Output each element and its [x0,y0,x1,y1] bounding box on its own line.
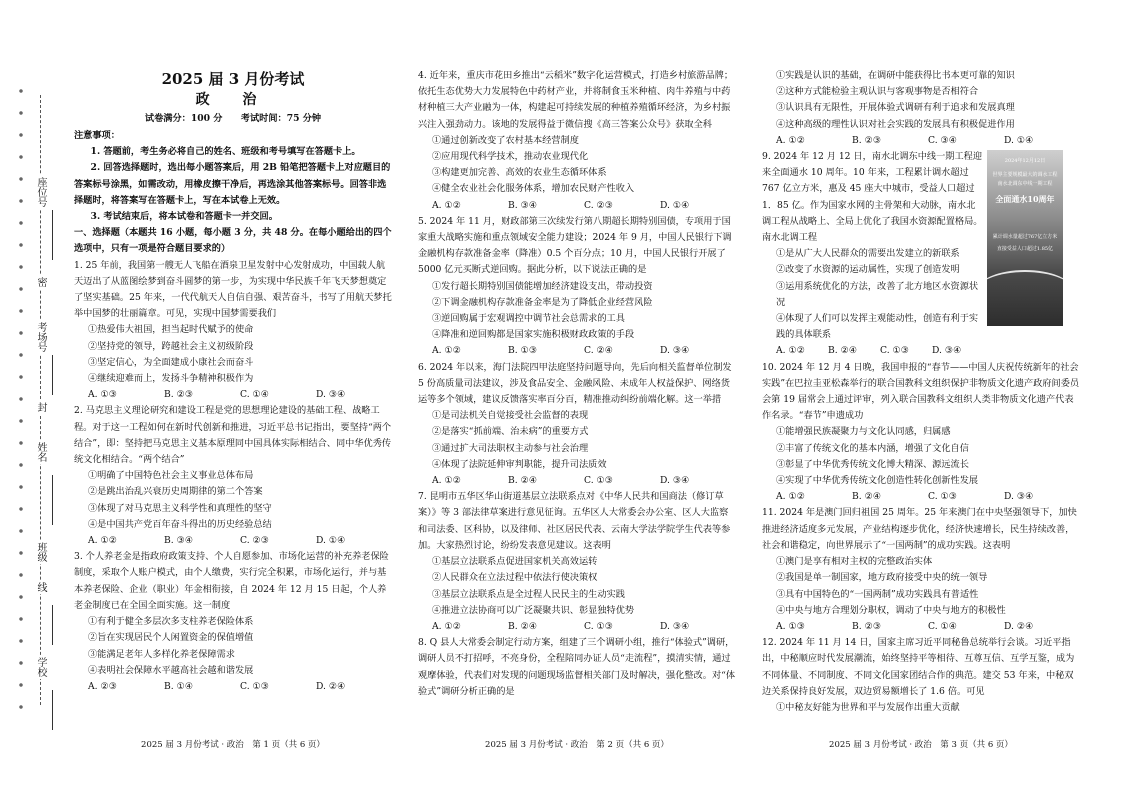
binding-label-school: 学校 [32,655,48,679]
answer-option[interactable]: D. ③④ [932,345,962,357]
answer-option[interactable]: D. ①④ [1004,134,1034,146]
question-statement: ④表明社会保障水平越高社会越和谐发展 [88,664,254,676]
question-statement: ②坚持党的领导，跨越社会主义初级阶段 [88,340,254,352]
question-block [762,360,1080,506]
binding-mark-mi: 密 [32,275,48,289]
question-statement: ②是跳出治乱兴衰历史周期律的第二个答案 [88,486,263,498]
answer-option[interactable]: B. ②④ [508,475,538,487]
question-statement: ②人民群众在立法过程中依法行使决策权 [432,572,598,584]
poster-stat-water: 累计调水量超过767亿立方米 [992,234,1058,240]
question-statement: ④体现了人们可以发挥主观能动性，创造有利于实践的具体联系 [776,313,979,341]
question-statement: ④这种高级的理性认识对社会实践的发展具有积极促进作用 [776,118,1015,130]
question-statement: ③能满足老年人多样化养老保障需求 [88,648,235,660]
question-statement: ③逆回购属于宏观调控中调节社会总需求的工具 [432,313,625,325]
answer-options [762,489,1080,505]
question-stem: 8. Q 县人大常委会制定行动方案，组建了三个调研小组，推行“体验式”调研，调研人员不打招呼，不亮身份，全程陪同办证人员“走流程”，摸清实情，通过观摩体验，代表们对发现的问题现场监督相关部门及时解决，强化整改。对“体验式”调研分析正确的是 [418,637,736,697]
question-statement: ③坚定信心，为全面建成小康社会而奋斗 [88,356,254,368]
question-statement: ③基层立法联系点是全过程人民民主的生动实践 [432,588,625,600]
answer-option[interactable]: A. ①② [88,535,117,547]
answer-options [762,619,1080,635]
question-stem: 2. 马克思主义理论研究和建设工程是党的思想理论建设的基础工程、战略工程。对于这一工程如何在新时代创新和推进，习近平总书记指出，要坚持“两个结合”，即：坚持把马克思主义基本原理同中国具体实际相结合、同中华优秀传统文化相结合。“两个结合” [74,405,392,466]
question-stem: 3. 个人养老金是指政府政策支持、个人自愿参加、市场化运营的补充养老保险制度，采取个人账户模式，由个人缴费，实行完全积累，市场化运行，并与基本养老保险、企业（职业）年金相衔接，自 2024 年 12 月 15 日起，个人养老金制度已在全国全面实施。这一制度 [74,551,389,611]
question-stem: 5. 2024 年 11 月，财政部第三次续发行第八期超长期特别国债，专项用于国家重大战略实施和重点领域安全能力建设；2024 年 9 月，中国人民银行下调金融机构存款准备金率（降准）0.5 个百分点；10 月，中国人民银行开展了 5000 亿元买断式逆回购。据此分析，以下说法正确的是 [418,215,732,276]
answer-option[interactable]: D. ③④ [316,389,346,401]
answer-option[interactable]: C. ②③ [584,199,614,211]
answer-option[interactable]: C. ①④ [240,389,270,401]
poster-line2: 南水北调东中线一期工程 [997,181,1053,187]
binding-blank-school[interactable] [52,690,53,730]
answer-option[interactable]: A. ①② [776,491,805,503]
poster-date: 2024年12月12日 [1004,158,1046,164]
question-statement: ④体现了法院延伸审判职能，提升司法质效 [432,458,607,470]
question-statement: ①是从广大人民群众的需要出发建立的新联系 [776,248,960,260]
question-statement: ③通过扩大司法职权主动参与社会治理 [432,442,589,454]
question-statement: ①澳门是享有相对主权的完整政治实体 [776,556,933,568]
answer-option[interactable]: A. ①② [432,620,461,632]
question-block [74,258,392,404]
answer-option[interactable]: B. ③④ [164,535,194,547]
binding-hole-dots [14,80,28,720]
question-statement: ②是落实“抓前端、治未病”的重要方式 [432,426,589,438]
question-statement: ②旨在实现居民个人闲置资金的保值增值 [88,632,254,644]
answer-option[interactable]: A. ②③ [88,680,117,692]
answer-option[interactable]: C. ①④ [928,620,958,632]
question-statement: ①是司法机关自觉接受社会监督的表现 [432,410,589,422]
answer-options [418,619,736,635]
answer-option[interactable]: B. ①④ [164,680,194,692]
poster-water-wave [987,270,1063,312]
question-statement: ④中央与地方合理划分职权，调动了中央与地方的积极性 [776,604,1006,616]
question-statement: ③运用系统优化的方法，改善了北方地区水资源状况 [776,280,979,308]
question-statement: ③彰显了中华优秀传统文化博大精深、源远流长 [776,458,969,470]
binding-strip [0,0,72,794]
answer-option[interactable]: C. ②④ [584,345,614,357]
question-stem: 1. 25 年前，我国第一艘无人飞船在酒泉卫星发射中心发射成功，中国载人航天迈出了从蓝图绘梦到奋斗圆梦的第一步，为实现中华民族千年飞天梦想奠定了坚实基础。25 年来，一代代航天人自信自强、艰苦奋斗，书写了用航天梦托举中国梦的壮丽篇章。可见，实现中国梦需要我们 [74,259,392,320]
binding-blank-seat[interactable] [52,210,53,260]
question-block [74,403,392,549]
south-north-water-poster [987,150,1063,326]
question-statement: ③具有中国特色的“一国两制”成功实践具有普适性 [776,588,979,600]
answer-option[interactable]: D. ③④ [1004,491,1034,503]
answer-options [74,533,392,549]
answer-option[interactable]: B. ①③ [508,345,538,357]
question-statement: ①实践是认识的基础，在调研中能获得比书本更可靠的知识 [776,70,1015,81]
answer-options [74,679,392,695]
answer-option[interactable]: D. ③④ [660,620,690,632]
question-statement: ③构建更加完善、高效的农业生态循环体系 [432,167,607,179]
question-block [762,68,1080,149]
question-block [418,635,736,700]
question-statement: ①基层立法联系点促进国家机关高效运转 [432,556,598,568]
question-statement: ①明确了中国特色社会主义事业总体布局 [88,470,254,482]
section-title: 一、选择题（本题共 16 小题，每小题 3 分，共 48 分。在每小题给出的四个选项中，只有一项是符合题目要求的） [74,227,392,255]
question-stem: 11. 2024 年是澳门回归祖国 25 周年。25 年来澳门在中央坚强领导下，加快推进经济适度多元发展，产业结构逐步优化，经济快速增长，民生持续改善，社会和谐稳定，向世界展示了“一国两制”的成功实践。这表明 [762,507,1077,551]
question-block [762,635,1080,716]
question-statement: ④推进立法协商可以广泛凝聚共识、彰显独特优势 [432,604,635,616]
question-block [762,149,984,360]
answer-option[interactable]: B. ②④ [508,620,538,632]
question-statement: ②下调金融机构存款准备金率是为了降低企业经营风险 [432,296,653,308]
answer-option[interactable]: B. ②④ [852,491,882,503]
question-block [74,549,392,695]
question-statement: ③认识具有无限性，开展体验式调研有利于追求和发展真理 [776,102,1015,114]
notice-item: 2. 回答选择题时，选出每小题答案后，用 2B 铅笔把答题卡上对应题目的答案标号涂黑，如需改动，用橡皮擦干净后，再选涂其他答案标号。回答非选择题时，将答案写在答题卡上，写在本试卷上无效。 [74,162,391,206]
answer-option[interactable]: B. ②③ [164,389,194,401]
question-statement: ④健全农业社会化服务体系，增加农民财产性收入 [432,183,635,195]
answer-option[interactable]: B. ②③ [852,134,882,146]
question-statement: ②应用现代科学技术，推动农业现代化 [432,151,589,163]
answer-option[interactable]: C. ②③ [240,535,270,547]
answer-option[interactable]: C. ①③ [240,680,270,692]
question-statement: ①中秘友好能为世界和平与发展作出重大贡献 [776,701,960,713]
answer-options [74,387,392,403]
answer-options [762,133,1080,149]
page-footer-1: 2025 届 3 月份考试 · 政治 第 1 页（共 6 页） [141,740,325,750]
question-statement: ①能增强民族凝聚力与文化认同感，归属感 [776,426,951,438]
answer-option[interactable]: A. ①② [432,199,461,211]
answer-option[interactable]: C. ①③ [928,491,958,503]
answer-option[interactable]: C. ③④ [928,134,958,146]
question-statement: ④继续迎难而上，发扬斗争精神积极作为 [88,373,254,385]
answer-option[interactable]: A. ①③ [88,389,117,401]
answer-option[interactable]: C. ①③ [584,620,614,632]
answer-option[interactable]: A. ①② [432,345,461,357]
binding-label-room: 考场号 [32,320,48,354]
answer-option[interactable]: D. ③④ [660,475,690,487]
question-statement: ①发行超长期特别国债能增加经济建设支出，带动投资 [432,280,653,292]
binding-blank-room[interactable] [52,355,53,395]
answer-options [418,343,736,359]
binding-label-class: 班级 [32,540,48,564]
answer-options [418,473,736,489]
binding-label-name: 姓名 [32,440,48,464]
answer-option[interactable]: D. ③④ [660,345,690,357]
question-block [418,489,736,635]
question-block [418,68,736,214]
binding-mark-feng: 封 [32,400,48,414]
question-statement: ②这种方式能检验主观认识与客观事物是否相符合 [776,86,979,98]
answer-option[interactable]: A. ①② [776,345,805,357]
answer-option[interactable]: D. ①④ [316,535,346,547]
binding-label-seat: 座位号 [32,175,48,209]
question-statement: ②我国是单一制国家，地方政府接受中央的统一领导 [776,572,988,584]
question-statement: ②改变了水资源的运动属性，实现了创造发明 [776,264,960,276]
poster-line1: 世界主要规模最大的调水工程 [992,172,1058,178]
question-statement: ②丰富了传统文化的基本内涵，增强了文化自信 [776,442,969,454]
exam-title: 2025 届 3 月份考试 [161,70,305,88]
answer-option[interactable]: C. ①③ [584,475,614,487]
page-footer-3: 2025 届 3 月份考试 · 政治 第 3 页（共 6 页） [829,740,1013,750]
question-block [418,360,736,490]
binding-blank-name[interactable] [52,475,53,525]
notice-item: 3. 考试结束后，将本试卷和答题卡一并交回。 [90,211,278,223]
question-statement: ①有利于健全多层次多支柱养老保险体系 [88,616,254,628]
answer-option[interactable]: C. ①③ [880,345,910,357]
answer-option[interactable]: B. ②④ [828,345,858,357]
question-stem: 7. 昆明市五华区华山街道基层立法联系点对《中华人民共和国商法（修订草案）》等 3 部法律草案进行意见征询。五华区人大常委会办公室、区人大监察和司法委、区科协，以及律师、社区居民代表、云南大学法学院学生代表等参加。大家热烈讨论，纷纷发表意见建议。这表明 [418,491,731,551]
poster-headline: 全面通水10周年 [995,194,1055,204]
question-stem: 10. 2024 年 12 月 4 日晚，我国申报的“春节——中国人庆祝传统新年的社会实践”在巴拉圭亚松森举行的联合国教科文组织保护非物质文化遗产政府间委员会第 19 届常会上通过评审，列入联合国教科文组织人类非物质文化遗产代表作名录。“春节”申遗成功 [762,361,1080,422]
binding-mark-xian: 线 [32,580,48,594]
page-column-2 [418,68,736,700]
question-statement: ④实现了中华优秀传统文化创造性转化创新性发展 [776,475,979,487]
page-footer-2: 2025 届 3 月份考试 · 政治 第 2 页（共 6 页） [485,740,669,750]
question-list [418,68,736,700]
answer-option[interactable]: A. ①② [776,134,805,146]
question-statement: ①热爱伟大祖国，担当起时代赋予的使命 [88,324,254,336]
exam-subject: 政 治 [195,92,271,108]
answer-option[interactable]: A. ①② [432,475,461,487]
answer-option[interactable]: D. ①④ [660,199,690,211]
exam-score-info: 试卷满分：100 分 考试时间：75 分钟 [144,113,322,124]
answer-options [762,343,984,359]
page-column-1 [74,68,392,695]
answer-option[interactable]: A. ①③ [776,620,805,632]
notice-heading: 注意事项： [74,130,120,141]
answer-option[interactable]: D. ②④ [1004,620,1034,632]
answer-option[interactable]: B. ②③ [852,620,882,632]
question-block [418,214,736,360]
question-stem: 6. 2024 年以来，海门法院四甲法庭坚持问题导向，先后向相关监督单位制发 5 份高质量司法建议，涉及食品安全、金融风险、未成年人权益保护、网络货运等多个领域，建议反馈落实率百分百，精准推动纠纷前端化解。这一举措 [418,361,732,406]
answer-option[interactable]: B. ③④ [508,199,538,211]
notice-item: 1. 答题前，考生务必将自己的姓名、班级和考号填写在答题卡上。 [90,146,361,158]
question-statement: ④降准和逆回购都是国家实施积极财政政策的手段 [432,329,635,341]
question-statement: ③体现了对马克思主义科学性和真理性的坚守 [88,502,272,514]
question-stem: 12. 2024 年 11 月 14 日，国家主席习近平同秘鲁总统举行会谈。习近平指出，中秘顺应时代发展潮流，始终坚持平等相待、互尊互信、互学互鉴，成为不同体量、不同制度、不同文化国家团结合作的典范。建交 53 年来，中秘双边关系保持良好发展，双边贸易额增长了 1.6 倍。可见 [762,637,1075,697]
question-statement: ④是中国共产党百年奋斗得出的历史经验总结 [88,518,272,530]
question-list [74,258,392,695]
poster-stat-people: 直接受益人口超过1.85亿 [996,246,1054,252]
question-statement: ①通过创新改变了农村基本经营制度 [432,134,579,146]
binding-blank-class[interactable] [52,605,53,645]
answer-options [418,198,736,214]
question-stem: 9. 2024 年 12 月 12 日，南水北调东中线一期工程迎来全面通水 10 周年。10 年来，工程累计调水超过 767 亿立方米，惠及 45 座大中城市，受益人口超过 1．85 亿。作为国家水网的主骨架和大动脉，南水北调工程从战略上、全局上优化了我国水资源配置格局。南水北调工程 [762,151,983,244]
answer-option[interactable]: D. ②④ [316,680,346,692]
question-stem: 4. 近年来，重庆市花田乡推出“云稻米”数字化运营模式，打造乡村旅游品牌；依托生态优势大力发展特色中药材产业，并将制食玉米种植、肉牛养殖与中药材种植三大产业融为一体，构建起可持续发展的种植养殖循环经济，为乡村振兴注入强劲动力。该地的发展得益于微信搜《高三答案公众号》获取全科 [418,70,734,130]
question-block [762,505,1080,635]
